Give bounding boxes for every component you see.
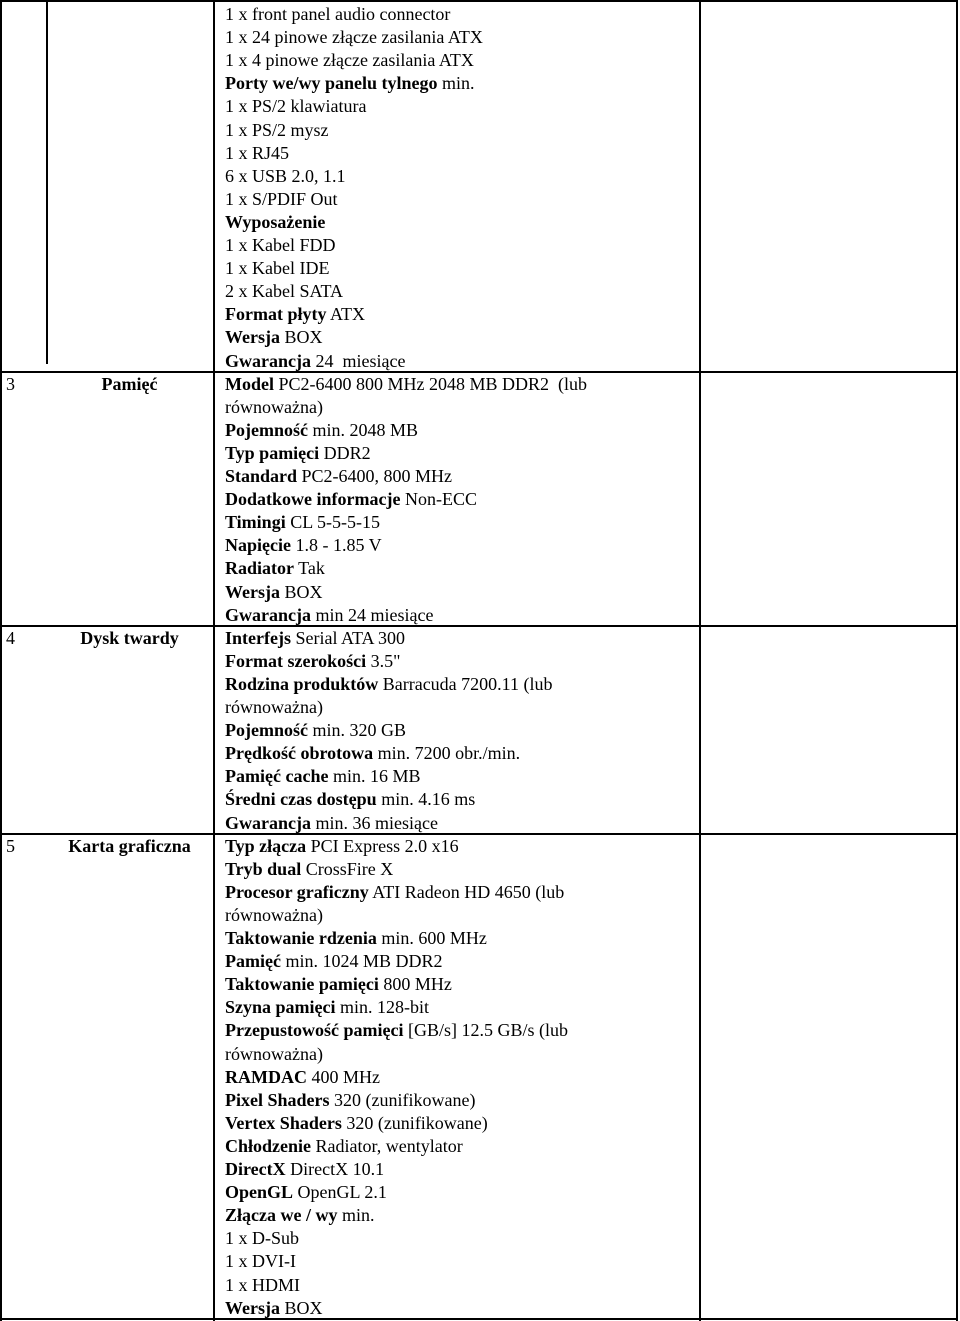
spec-label: Typ złącza — [225, 835, 307, 856]
spec-line — [225, 396, 323, 419]
spec-label: Pamięć — [225, 951, 281, 972]
table-border-right — [956, 0, 958, 1321]
row-number: 5 — [6, 835, 15, 856]
spec-line — [225, 1135, 463, 1158]
spec-label: Szyna pamięci — [225, 997, 336, 1018]
spec-line — [225, 211, 325, 234]
spec-value: PCI Express 2.0 x16 — [306, 835, 459, 856]
spec-value: 1 x PS/2 mysz — [225, 119, 329, 140]
spec-label: Timingi — [225, 512, 286, 533]
spec-value: 800 MHz — [378, 974, 452, 995]
spec-value: 320 (zunifikowane) — [329, 1089, 476, 1110]
spec-value: 6 x USB 2.0, 1.1 — [225, 165, 346, 186]
spec-value: DDR2 — [319, 442, 371, 463]
spec-line — [225, 188, 338, 211]
spec-line — [225, 1227, 299, 1250]
spec-value: 24 miesiące — [310, 350, 406, 371]
spec-line — [225, 1043, 323, 1066]
spec-value: min. — [337, 1205, 375, 1226]
spec-line — [225, 835, 459, 858]
table-border-left — [0, 0, 2, 1321]
spec-value: 400 MHz — [306, 1066, 380, 1087]
spec-line — [225, 49, 474, 72]
spec-label: Przepustowość pamięci — [225, 1020, 404, 1041]
spec-label: Gwarancja — [225, 350, 311, 371]
spec-line — [225, 465, 452, 488]
spec-label: DirectX — [225, 1159, 286, 1179]
spec-label: RAMDAC — [225, 1066, 307, 1087]
spec-value: 3.5" — [366, 650, 401, 671]
spec-line — [225, 1250, 296, 1273]
spec-value: równoważna) — [225, 697, 323, 717]
spec-line — [225, 72, 475, 95]
spec-label: Format szerokości — [225, 650, 367, 671]
spec-value: 1 x DVI-I — [225, 1251, 296, 1272]
spec-label: Rodzina produktów — [225, 673, 379, 694]
spec-value: równoważna) — [225, 904, 323, 925]
spec-value: PC2-6400, 800 MHz — [297, 466, 453, 486]
spec-line — [225, 950, 443, 973]
spec-line — [225, 1158, 384, 1181]
spec-value: min. 36 miesiące — [310, 812, 438, 833]
spec-value: 1 x D-Sub — [225, 1228, 300, 1249]
spec-value: OpenGL 2.1 — [293, 1182, 387, 1203]
spec-line — [225, 350, 405, 373]
spec-line — [225, 257, 329, 280]
spec-label: Złącza we / wy — [225, 1205, 338, 1226]
spec-label: Taktowanie rdzenia — [225, 928, 377, 948]
spec-value: 1 x Kabel IDE — [225, 258, 330, 279]
spec-value: min. 16 MB — [328, 766, 421, 787]
table-border-bottom — [0, 1318, 958, 1320]
spec-value: ATI Radeon HD 4650 (lub — [368, 881, 565, 902]
spec-line — [225, 1181, 387, 1204]
spec-value: Serial ATA 300 — [290, 627, 406, 648]
spec-line — [225, 1089, 475, 1112]
spec-line — [225, 673, 553, 696]
spec-line — [225, 119, 329, 142]
spec-line — [225, 696, 323, 719]
spec-label: Typ pamięci — [225, 442, 320, 463]
spec-value: PC2-6400 800 MHz 2048 MB DDR2 (lub — [274, 373, 588, 394]
spec-label: Interfejs — [225, 627, 291, 648]
spec-value: 1 x S/PDIF Out — [225, 188, 338, 209]
spec-value: BOX — [279, 1297, 323, 1318]
spec-line — [225, 280, 343, 303]
spec-label: Wersja — [225, 581, 280, 602]
spec-label: Taktowanie pamięci — [225, 974, 379, 995]
spec-line — [225, 765, 420, 788]
spec-line — [225, 812, 438, 835]
spec-line — [225, 904, 323, 927]
spec-line — [225, 488, 477, 511]
spec-label: Pamięć cache — [225, 766, 329, 787]
spec-value: Barracuda 7200.11 (lub — [378, 673, 553, 694]
notes-column-divider — [699, 0, 701, 1321]
spec-label: Standard — [225, 466, 298, 486]
spec-line — [225, 581, 323, 604]
spec-value: 1 x 4 pinowe złącze zasilania ATX — [225, 50, 474, 71]
spec-label: Napięcie — [225, 535, 291, 556]
spec-value: min. 1024 MB DDR2 — [280, 951, 443, 972]
spec-value: CrossFire X — [301, 858, 394, 879]
spec-value: 1 x front panel audio connector — [225, 4, 451, 24]
spec-line — [225, 1112, 488, 1135]
spec-line — [225, 742, 520, 765]
spec-line — [225, 95, 367, 118]
spec-value: ATX — [326, 304, 365, 325]
spec-value: CL 5-5-5-15 — [285, 512, 381, 533]
spec-label: Wersja — [225, 327, 280, 348]
spec-value: min. 600 MHz — [376, 928, 487, 948]
spec-label: OpenGL — [225, 1182, 294, 1203]
spec-label: Pojemność — [225, 419, 308, 440]
spec-value: równoważna) — [225, 1043, 323, 1064]
spec-line — [225, 26, 483, 49]
num-column-divider-top — [46, 0, 48, 364]
spec-value: min. 128-bit — [335, 997, 429, 1018]
spec-label: Wersja — [225, 1297, 280, 1318]
spec-value: BOX — [279, 581, 323, 602]
spec-value: DirectX 10.1 — [285, 1159, 385, 1179]
spec-line — [225, 1204, 375, 1227]
spec-line — [225, 1066, 380, 1089]
spec-line — [225, 419, 418, 442]
spec-line — [225, 165, 346, 188]
spec-line — [225, 927, 487, 950]
component-name: Dysk twardy — [80, 627, 179, 648]
spec-line — [225, 1274, 300, 1297]
spec-line — [225, 142, 289, 165]
component-name: Pamięć — [101, 373, 158, 394]
spec-value: Non-ECC — [400, 489, 477, 510]
spec-line — [225, 442, 371, 465]
row-number: 3 — [6, 373, 15, 394]
spec-label: Vertex Shaders — [225, 1112, 342, 1133]
spec-line — [225, 996, 429, 1019]
spec-value: 1 x Kabel FDD — [225, 235, 336, 255]
spec-value: min. — [437, 73, 475, 94]
specs-column-divider — [213, 0, 215, 1321]
spec-label: Chłodzenie — [225, 1135, 312, 1156]
spec-line — [225, 627, 405, 650]
spec-line — [225, 373, 587, 396]
spec-line — [225, 557, 325, 580]
spec-line — [225, 1019, 568, 1042]
spec-label: Procesor graficzny — [225, 881, 369, 902]
component-name: Karta graficzna — [68, 835, 191, 856]
spec-value: Radiator, wentylator — [311, 1135, 463, 1156]
spec-label: Pixel Shaders — [225, 1089, 330, 1110]
spec-line — [225, 650, 401, 673]
spec-value: min. 4.16 ms — [376, 789, 476, 810]
spec-line — [225, 1297, 323, 1320]
spec-line — [225, 511, 380, 534]
spec-label: Gwarancja — [225, 604, 311, 625]
spec-line — [225, 788, 475, 811]
spec-value: 1 x PS/2 klawiatura — [225, 96, 367, 117]
spec-value: 2 x Kabel SATA — [225, 281, 344, 302]
spec-value: min. 2048 MB — [307, 419, 418, 440]
spec-line — [225, 858, 393, 881]
spec-value: równoważna) — [225, 396, 323, 417]
spec-value: 320 (zunifikowane) — [341, 1112, 488, 1133]
spec-label: Radiator — [225, 558, 294, 579]
spec-value: min. 7200 obr./min. — [373, 743, 521, 764]
spec-label: Wyposażenie — [225, 211, 326, 232]
spec-value: Tak — [294, 558, 325, 579]
spec-value: min 24 miesiące — [310, 604, 434, 625]
spec-line — [225, 881, 564, 904]
spec-value: 1 x RJ45 — [225, 142, 290, 163]
spec-label: Gwarancja — [225, 812, 311, 833]
spec-label: Dodatkowe informacje — [225, 489, 401, 510]
spec-line — [225, 326, 323, 349]
table-border-top — [0, 0, 958, 2]
spec-label: Model — [225, 373, 274, 394]
spec-line — [225, 973, 452, 996]
spec-value: min. 320 GB — [307, 720, 406, 741]
spec-line — [225, 3, 450, 26]
spec-value: 1.8 - 1.85 V — [290, 535, 382, 556]
spec-line — [225, 604, 433, 627]
spec-line — [225, 719, 406, 742]
spec-value: 1 x HDMI — [225, 1274, 300, 1295]
spec-label: Format płyty — [225, 304, 327, 325]
spec-label: Prędkość obrotowa — [225, 743, 374, 764]
spec-label: Średni czas dostępu — [225, 789, 377, 810]
spec-label: Porty we/wy panelu tylnego — [225, 73, 438, 94]
spec-value: BOX — [279, 327, 323, 348]
spec-label: Tryb dual — [225, 858, 302, 879]
spec-label: Pojemność — [225, 720, 308, 741]
row-number: 4 — [6, 627, 15, 648]
spec-line — [225, 534, 382, 557]
spec-value: 1 x 24 pinowe złącze zasilania ATX — [225, 27, 483, 48]
spec-value: [GB/s] 12.5 GB/s (lub — [403, 1020, 568, 1041]
spec-line — [225, 234, 336, 257]
spec-line — [225, 303, 365, 326]
